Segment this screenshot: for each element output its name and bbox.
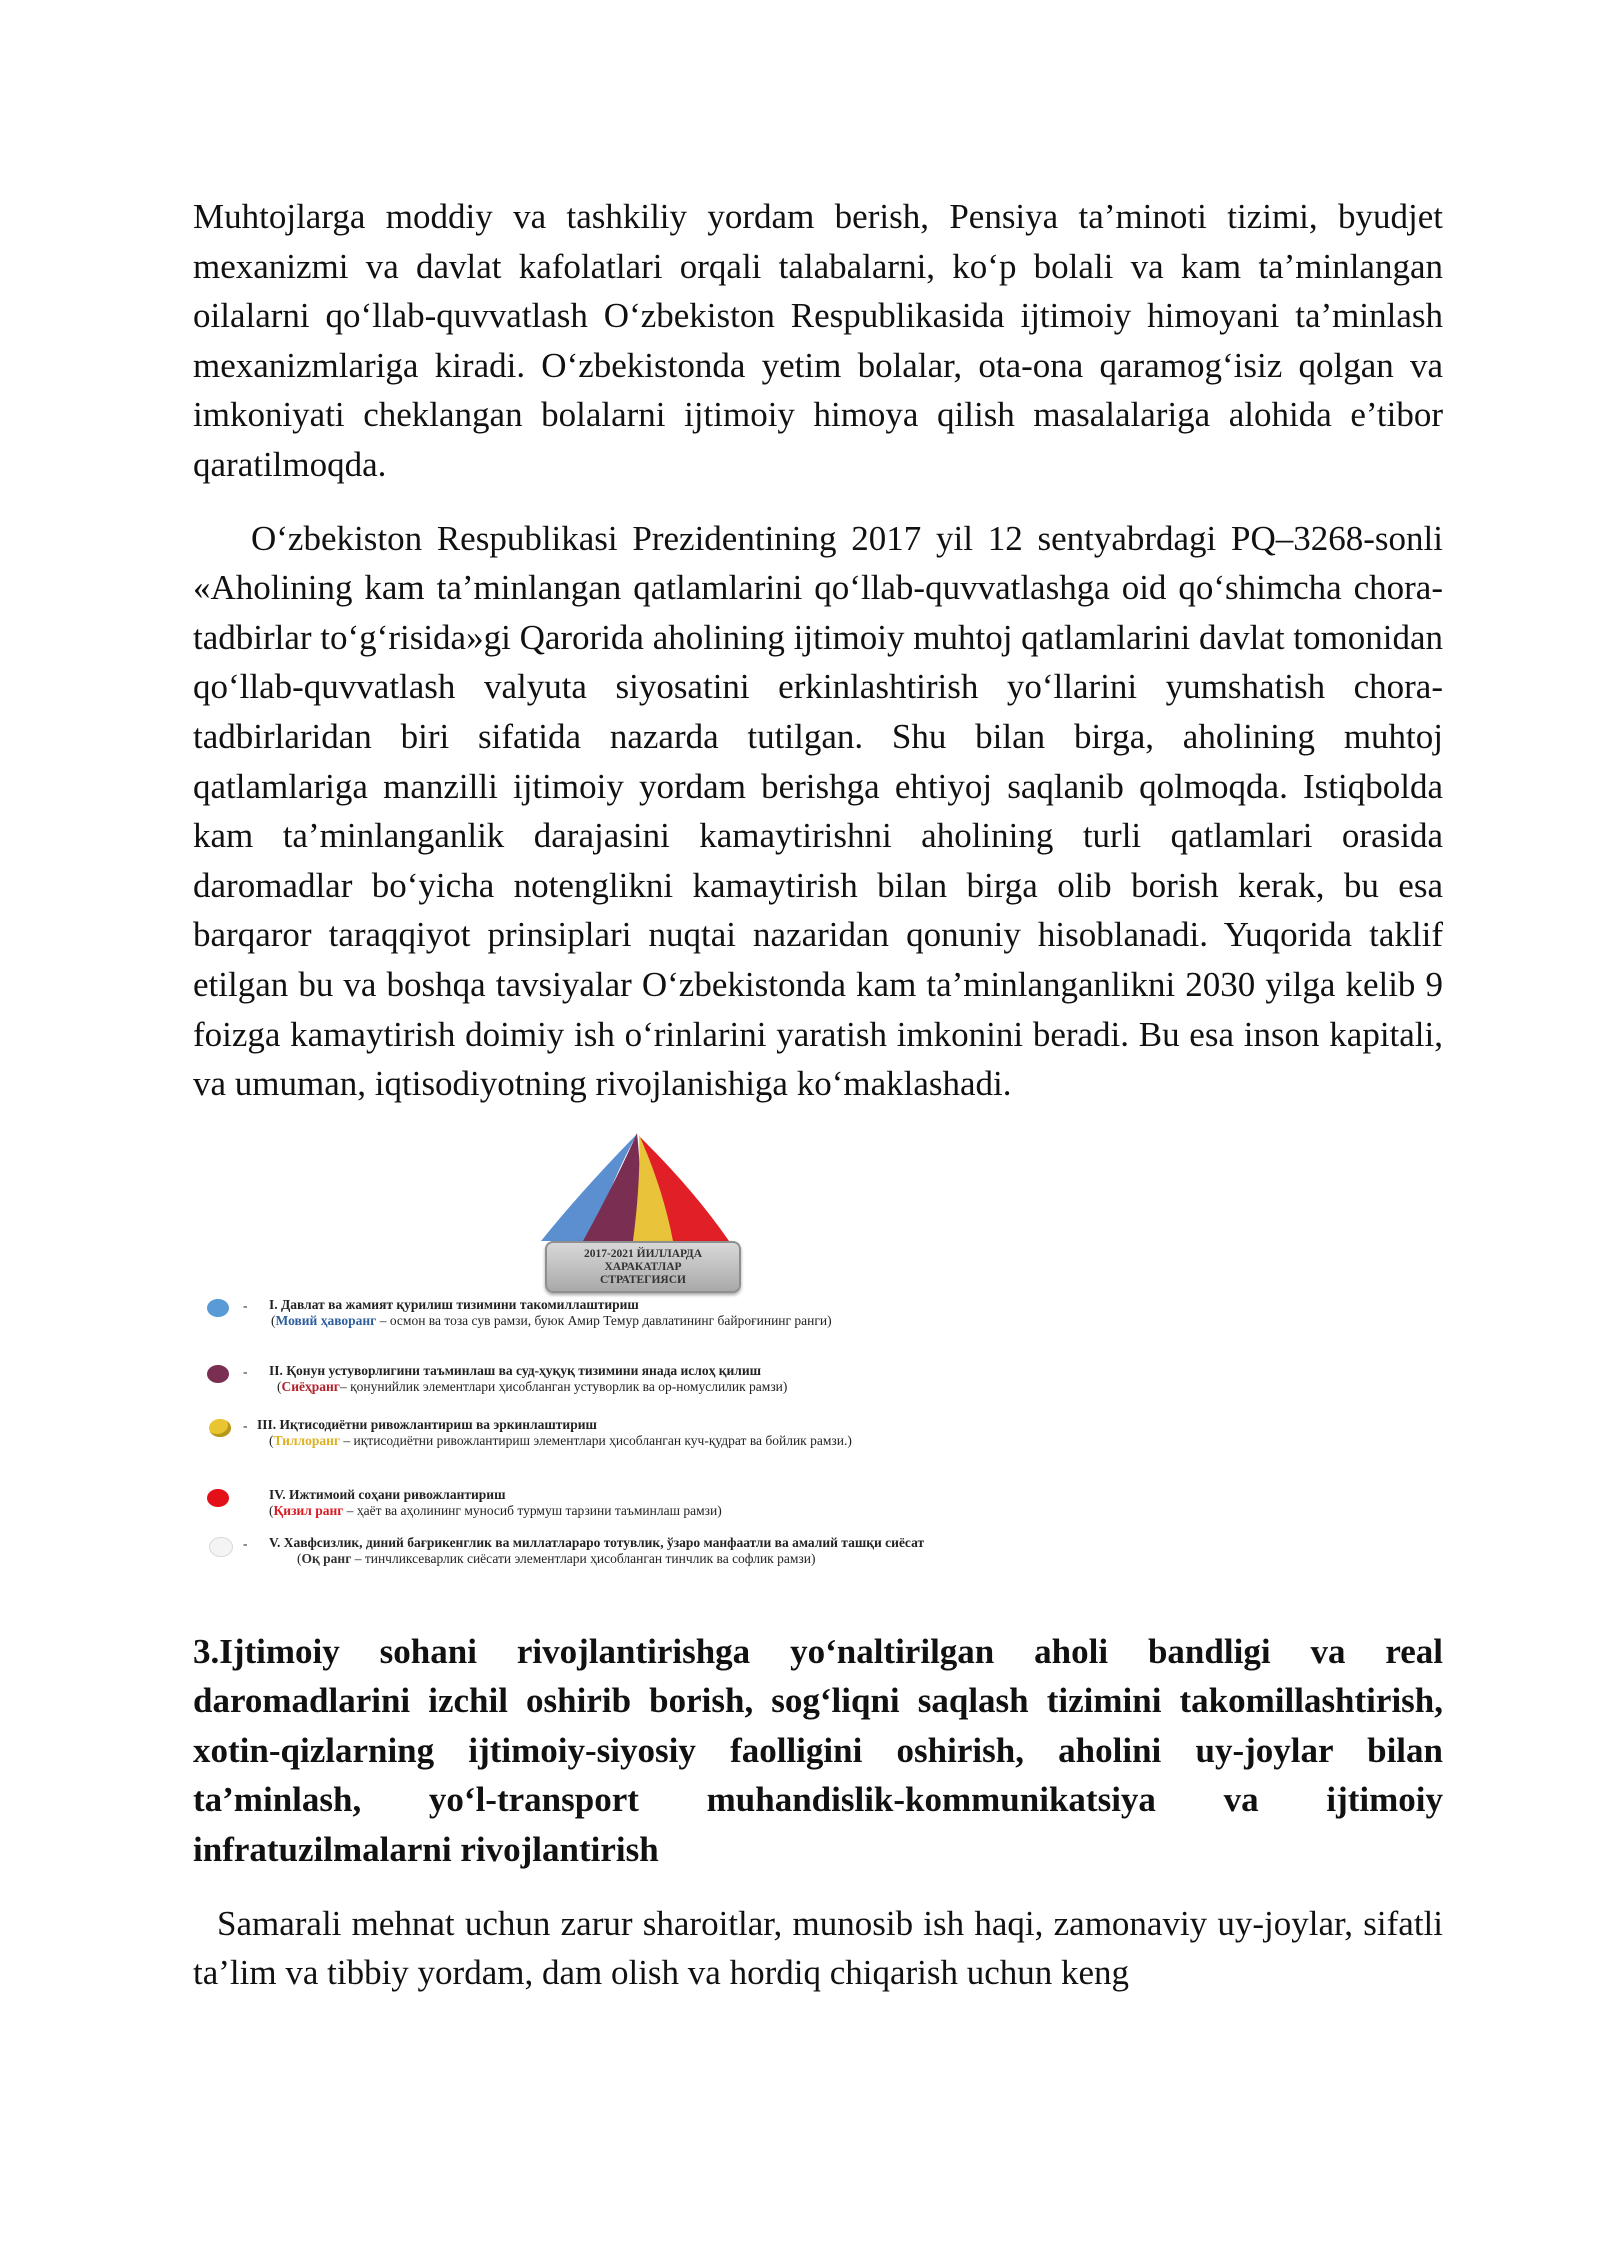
legend-dot-purple: [207, 1365, 229, 1383]
legend-dot-blue: [207, 1299, 229, 1317]
legend-description: – қонунийлик элементлари ҳисобланган устуворлик ва ор-номуслилик рамзи): [339, 1378, 788, 1394]
legend-dash: -: [243, 1535, 248, 1551]
legend-title: V. Хавфсизлик, диний бағрикенглик ва миллатлараро тотувлик, ўзаро манфаатли ва амалий ташқи сиёсат: [269, 1534, 925, 1550]
legend-description: – иқтисодиётни ривожлантириш элементлари ҳисобланган куч-қудрат ва бойлик рамзи.): [340, 1432, 852, 1448]
section-heading: 3.Ijtimoiy sohani rivojlantirishga yo‘naltirilgan aholi bandligi va real daromadlarini izchil oshirib borish, sog‘liqni saqlash tizimini takomillashtirish, xotin-qizlarning ijtimoiy-siyosiy faolligini oshirish, aholini uy-joylar bilan ta’minlash, yo‘l-transport muhandislik-kommunikatsiya va ijtimoiy infratuzilmalarni rivojlantirish: [193, 1631, 1443, 1870]
plate-line-1: 2017-2021 ЙИЛЛАРДА: [583, 1247, 703, 1260]
paragraph-2: O‘zbekiston Respublikasi Prezidentining 2017 yil 12 sentyabrdagi PQ–3268-sonli «Aholining kam ta’minlangan qatlamlarini qo‘llab-quvvatlashga oid qo‘shimcha chora-tadbirlar to‘g‘risida»gi Qarorida aholining ijtimoiy muhtoj qatlamlarini davlat tomonidan qo‘llab-quvvatlash valyuta siyosatini erkinlashtirish yo‘llarini yumshatish chora-tadbirlaridan biri sifatida nazarda tutilgan. Shu bilan birga, aholining muhtoj qatlamlariga manzilli ijtimoiy yordam berishga ehtiyoj saqlanib qolmoqda. Istiqbolda kam ta’minlanganlik darajasini kamaytirishni aholining turli qatlamlari orasida daromadlar bo‘yicha notenglikni kamaytirish bilan birga olib borish kerak, bu esa barqaror taraqqiyot prinsiplari nuqtai nazaridan qonuniy hisoblanadi. Yuqorida taklif etilgan bu va boshqa tavsiyalar O‘zbekistonda kam ta’minlanganlikni 2030 yilga kelib 9 foizga kamaytirish doimiy ish o‘rinlarini yaratish imkonini beradi. Bu esa inson kapitali, va umuman, iqtisodiyotning rivojlanishiga ko‘maklashadi.: [193, 518, 1444, 1104]
paragraph-3: Samarali mehnat uchun zarur sharoitlar, munosib ish haqi, zamonaviy uy-joylar, sifatli ta’lim va tibbiy yordam, dam olish va hordiq chiqarish uchun keng: [193, 1903, 1443, 1993]
paragraph-1: Muhtojlarga moddiy va tashkiliy yordam berish, Pensiya ta’minoti tizimi, byudjet mexanizmi va davlat kafolatlari orqali talabalarni, ko‘p bolali va kam ta’minlangan oilalarni qo‘llab-quvvatlash O‘zbekiston Respublikasida ijtimoiy himoyani ta’minlash mexanizmlariga kiradi. O‘zbekistonda yetim bolalar, ota-ona qaramog‘isiz qolgan va imkoniyati cheklangan bolalarni ijtimoiy himoya qilish masalalariga alohida e’tibor qaratilmoqda.: [193, 197, 1443, 484]
emblem-caption-plate: [545, 1241, 741, 1293]
document-page: [193, 192, 1443, 1998]
legend-description: – тинчликсеварлик сиёсати элементлари ҳисобланган тинчлик ва софлик рамзи): [351, 1550, 816, 1566]
legend-dot-yellow: [209, 1419, 231, 1437]
legend-dot-white: [209, 1537, 233, 1557]
legend-dash: -: [243, 1417, 248, 1433]
legend-dot-red: [207, 1489, 229, 1507]
legend-color-name: Сиёҳранг: [281, 1378, 340, 1394]
plate-line-3: СТРАТЕГИЯСИ: [600, 1273, 686, 1286]
legend-description: – осмон ва тоза сув рамзи, буюк Амир Темур давлатининг байроғининг ранги): [376, 1312, 832, 1328]
legend-color-name: Мовий ҳаворанг: [275, 1312, 377, 1328]
legend-color-name: Оқ ранг: [301, 1550, 352, 1566]
legend-title: I. Давлат ва жамият қурилиш тизимини такомиллаштириш: [269, 1296, 639, 1312]
legend-dash: -: [243, 1363, 248, 1379]
legend-color-name: Тиллоранг: [273, 1432, 341, 1448]
legend-title: III. Иқтисодиётни ривожлантириш ва эркинлаштириш: [257, 1416, 597, 1432]
legend-dash: -: [243, 1297, 248, 1313]
legend-color-name: Қизил ранг: [273, 1502, 344, 1518]
strategy-figure: 2017-2021 ЙИЛЛАРДА ХАРАКАТЛАР СТРАТЕГИЯСИ - I. Давлат ва жамият қурилиш тизимини такомиллаштириш (Мовий ҳаворанг – осмон ва тоза сув рамзи, буюк Амир Темур давлатининг байроғининг ранги) - II. Қонун устуворлигини таъминлаш ва суд-ҳуқуқ тизимини янада ислоҳ қилиш (Сиёҳранг– қонунийлик элементлари ҳисобланган устуворлик ва ор-номуслилик рамзи) - III. Иқтисодиётни ривожлантириш ва эркинлаштириш (Тиллоранг – иқтисодиётни ривожлантириш элементлари ҳисобланган куч-қудрат ва бойлик рамзи.) IV. Ижтимоий соҳани ривожлантириш (Қизил ранг – ҳаёт ва аҳолининг муносиб турмуш тарзини таъминлаш рамзи) - V. Хавфсизлик, диний бағрикенглик ва миллатлараро тотувлик, ўзаро манфаатли ва амалий ташқи сиёсат (Оқ ранг – тинчликсеварлик сиёсати элементлари ҳисобланган тинчлик ва софлик рамзи): [193, 1129, 1443, 1597]
legend-title: IV. Ижтимоий соҳани ривожлантириш: [269, 1486, 506, 1502]
legend-description: – ҳаёт ва аҳолининг муносиб турмуш тарзини таъминлаш рамзи): [343, 1502, 722, 1518]
legend-title: II. Қонун устуворлигини таъминлаш ва суд-ҳуқуқ тизимини янада ислоҳ қилиш: [269, 1362, 762, 1378]
plate-line-2: ХАРАКАТЛАР: [604, 1260, 682, 1273]
